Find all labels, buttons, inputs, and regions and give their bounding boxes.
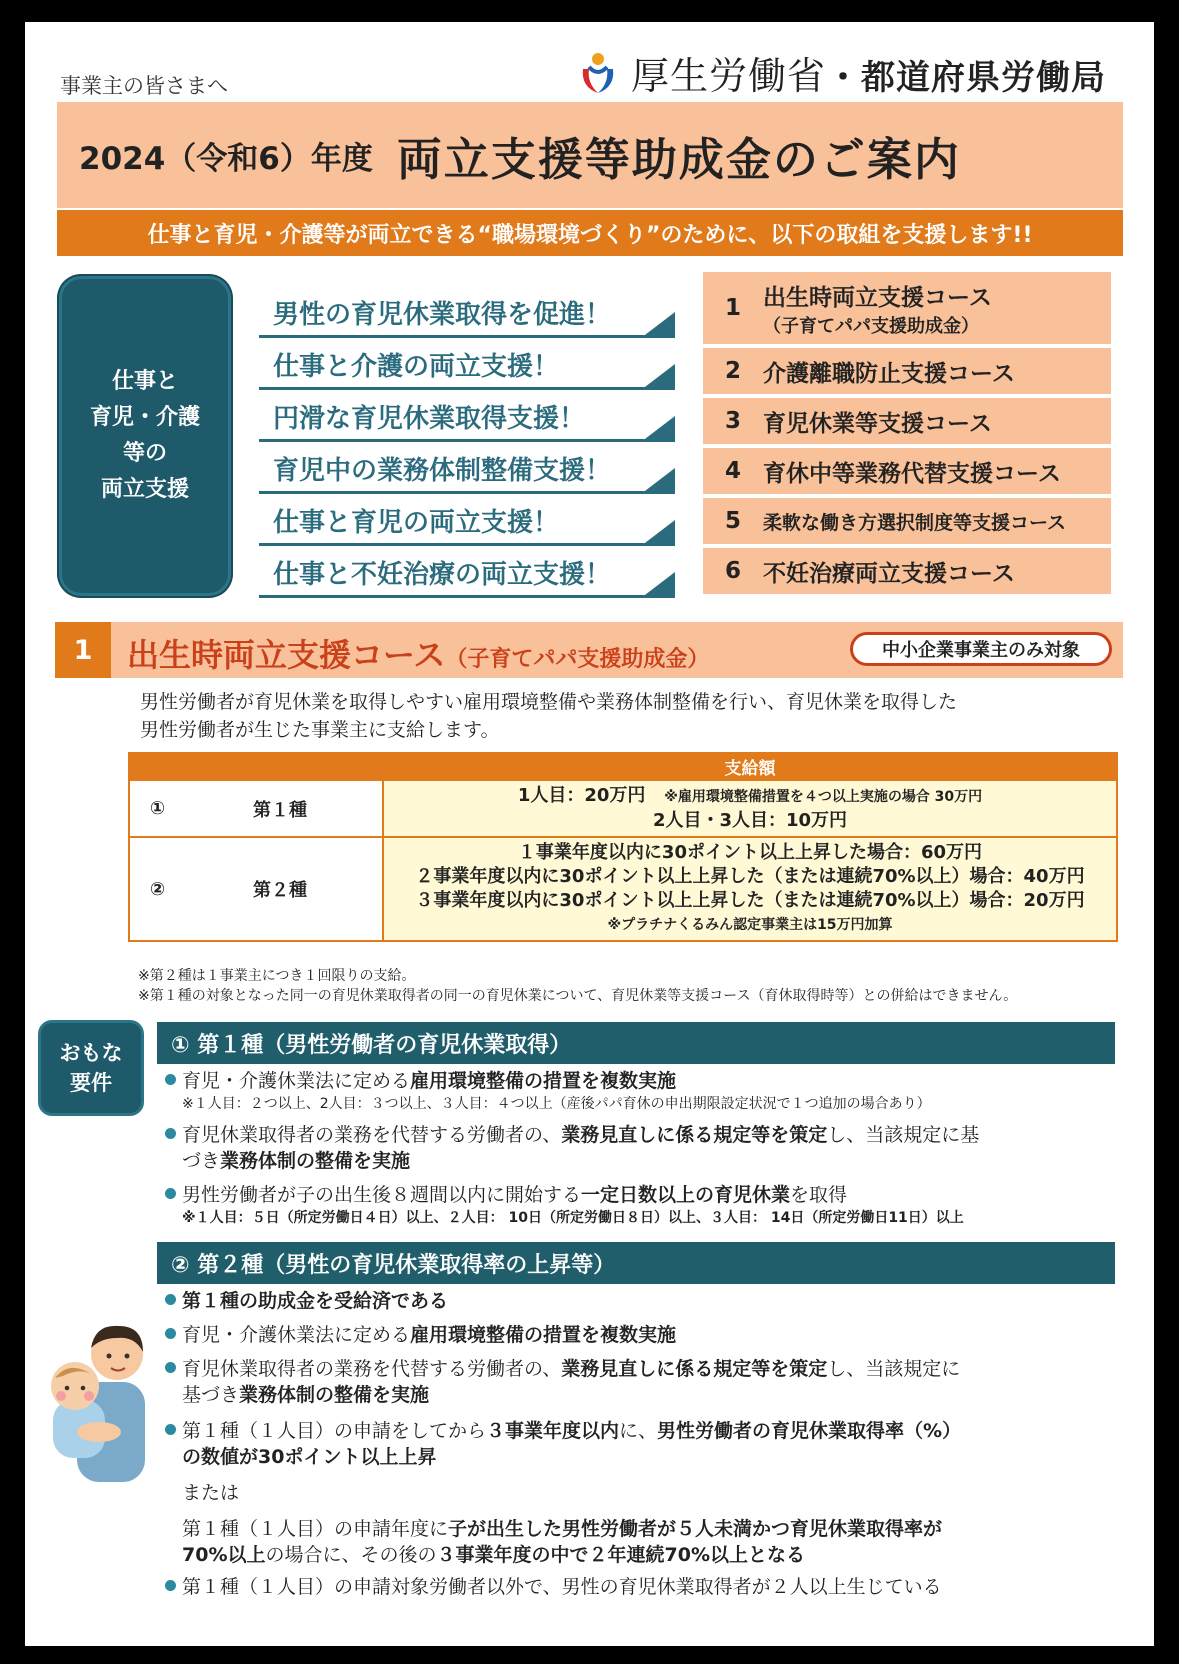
table-header-row <box>129 753 1117 780</box>
course-item-6 <box>703 548 1111 594</box>
section-number: 1 <box>55 622 111 678</box>
promo-text: 円滑な育児休業取得支援！ <box>273 404 586 434</box>
promo-item <box>239 290 679 338</box>
support-box-line: 等の <box>122 441 167 466</box>
eligibility-badge: 中小企業事業主のみ対象 <box>850 632 1112 666</box>
support-box-line: 育児・介護 <box>89 405 200 430</box>
section-title-main: 出生時両立支援コース <box>127 636 446 674</box>
note-line: ※第１種の対象となった同一の育児休業取得者の同一の育児休業について、育児休業等支援コース（育休取得時等）との併給はできません。 <box>138 988 1018 1004</box>
amount-value: 1人目：20万円 <box>517 785 646 806</box>
course-item-5 <box>703 498 1111 544</box>
arrow-icon <box>641 364 675 390</box>
course-number: 5 <box>724 508 741 534</box>
requirements-badge-line: おもな <box>59 1041 123 1065</box>
table-notes <box>138 966 1017 1006</box>
requirement-item <box>165 1182 1125 1228</box>
req-text: し、当該規定に基 <box>827 1124 980 1146</box>
promo-text: 仕事と育児の両立支援！ <box>273 508 560 538</box>
req-bold: 雇用環境整備の措置を複数実施 <box>410 1324 677 1346</box>
promo-underline <box>259 387 654 390</box>
req-bold: 雇用環境整備の措置を複数実施 <box>410 1070 677 1092</box>
arrow-icon <box>641 520 675 546</box>
req-text: し、当該規定に <box>827 1358 961 1380</box>
req-text: 男性労働者が子の出生後８週間以内に開始する <box>182 1184 582 1206</box>
amount-line: １事業年度以内に30ポイント以上上昇した場合：60万円 <box>517 842 983 863</box>
req-text: 育児・介護休業法に定める <box>182 1324 411 1346</box>
req-note: ※１人目：５日（所定労働日４日）以上、２人目： 10日（所定労働日８日）以上、３人目： 14日（所定労働日11日）以上 <box>182 1210 964 1226</box>
subtitle-band: 仕事と育児・介護等が両立できる“職場環境づくり”のために、以下の取組を支援します!! <box>57 210 1123 256</box>
req-text: 第１種（１人目）の申請年度に <box>182 1518 449 1540</box>
bullet-icon <box>165 1362 176 1373</box>
promo-text: 男性の育児休業取得を促進！ <box>273 300 612 330</box>
course-label: 不妊治療両立支援コース <box>763 560 1015 587</box>
promo-item <box>239 446 679 494</box>
bullet-icon <box>165 1328 176 1339</box>
req-bold: 第１種の助成金を受給済である <box>182 1290 449 1312</box>
course-item-3 <box>703 398 1111 444</box>
req-note: ※１人目：２つ以上、2人目：３つ以上、３人目：４つ以上（産後パパ育休の申出期限設定状況で１つ追加の場合あり） <box>182 1096 931 1112</box>
req-bold: 業務見直しに係る規定等を策定 <box>561 1124 828 1146</box>
req-text: づき <box>182 1150 221 1172</box>
table-header-blank <box>129 753 383 780</box>
req-text: 育児・介護休業法に定める <box>182 1070 411 1092</box>
amount-line: ２事業年度以内に30ポイント以上上昇した（または連続70%以上）場合：40万円 <box>415 866 1085 887</box>
req-text: 基づき <box>182 1384 240 1406</box>
mhlw-logo-icon <box>575 47 621 97</box>
row-kind: 第１種 <box>185 780 383 837</box>
req-bold: 子が出生した男性労働者が５人未満かつ育児休業取得率が <box>448 1518 943 1540</box>
course-number: 3 <box>724 408 741 434</box>
req-text: 第１種（１人目）の申請をしてから <box>182 1420 487 1442</box>
requirement-item <box>165 1068 1125 1114</box>
req-bold: 業務体制の整備を実施 <box>220 1150 411 1172</box>
requirements-badge <box>38 1020 144 1116</box>
section-description <box>140 688 1100 744</box>
req-bold: 一定日数以上の育児休業 <box>581 1184 791 1206</box>
row-index: ① <box>129 780 185 837</box>
requirement-item <box>165 1322 1125 1348</box>
description-line: 男性労働者が育児休業を取得しやすい雇用環境整備や業務体制整備を行い、育児休業を取得した <box>140 691 958 713</box>
row-amount <box>383 837 1117 941</box>
promo-item <box>239 498 679 546</box>
req-bold: 業務体制の整備を実施 <box>239 1384 430 1406</box>
requirement-item <box>165 1574 1125 1600</box>
req-bold: ３事業年度の中で２年連続70%以上となる <box>436 1544 805 1566</box>
requirement-item <box>165 1122 1125 1174</box>
course-number: 2 <box>724 358 741 384</box>
note-line: ※第２種は１事業主につき１回限りの支給。 <box>138 968 416 984</box>
amount-note: ※雇用環境整備措置を４つ以上実施の場合 30万円 <box>664 789 983 805</box>
ministry-logo <box>575 42 1106 102</box>
payment-table <box>128 752 1118 942</box>
course-label: 出生時両立支援コース <box>763 284 992 311</box>
bullet-icon <box>165 1294 176 1305</box>
type2-heading: ② 第２種（男性の育児休業取得率の上昇等） <box>157 1242 1115 1284</box>
req-text: 育児休業取得者の業務を代替する労働者の、 <box>182 1358 562 1380</box>
requirement-item <box>165 1288 1125 1314</box>
req-bold: 70%以上 <box>182 1544 266 1566</box>
section-header <box>55 622 1123 678</box>
requirement-item <box>165 1356 1125 1408</box>
req-bold: 男性労働者の育児休業取得率（%） <box>657 1420 962 1442</box>
requirement-item <box>165 1418 1125 1568</box>
course-item-1 <box>703 272 1111 344</box>
arrow-icon <box>641 312 675 338</box>
promo-underline <box>259 439 654 442</box>
promo-underline <box>259 335 654 338</box>
row-index: ② <box>129 837 185 941</box>
req-text: 育児休業取得者の業務を代替する労働者の、 <box>182 1124 562 1146</box>
course-label: 育休中等業務代替支援コース <box>763 460 1061 487</box>
amount-line <box>384 784 1116 809</box>
req-bold: ３事業年度以内 <box>486 1420 620 1442</box>
support-overview-box <box>59 276 231 596</box>
course-label: 柔軟な働き方選択制度等支援コース <box>763 511 1067 534</box>
leaflet-page <box>25 22 1154 1646</box>
course-number: 4 <box>724 458 741 484</box>
title-year: 2024（令和6）年度 <box>79 140 373 177</box>
promo-item <box>239 550 679 598</box>
type1-heading: ① 第１種（男性労働者の育児休業取得） <box>157 1022 1115 1064</box>
req-text: に、 <box>619 1420 658 1442</box>
arrow-icon <box>641 572 675 598</box>
req-text: を取得 <box>790 1184 848 1206</box>
course-item-2 <box>703 348 1111 394</box>
promo-underline <box>259 491 654 494</box>
course-number: 1 <box>724 295 741 321</box>
course-number: 6 <box>724 558 741 584</box>
table-header-amount: 支給額 <box>383 753 1117 780</box>
promo-text: 仕事と不妊治療の両立支援！ <box>273 560 612 590</box>
amount-line: ３事業年度以内に30ポイント以上上昇した（または連続70%以上）場合：20万円 <box>415 890 1085 911</box>
section-title-paren: （子育てパパ支援助成金） <box>445 647 710 672</box>
table-row <box>129 837 1117 941</box>
req-text: 第１種（１人目）の申請対象労働者以外で、男性の育児休業取得者が２人以上生じている <box>182 1576 942 1598</box>
bullet-icon <box>165 1424 176 1435</box>
req-or: または <box>182 1482 240 1504</box>
bullet-icon <box>165 1074 176 1085</box>
promo-underline <box>259 543 654 546</box>
page-title: 両立支援等助成金のご案内 <box>396 132 961 186</box>
req-bold: の数値が30ポイント以上上昇 <box>182 1446 437 1468</box>
arrow-icon <box>641 468 675 494</box>
bureau-label: ・都道府県労働局 <box>826 57 1107 98</box>
greeting: 事業主の皆さまへ <box>60 74 228 98</box>
promo-text: 仕事と介護の両立支援！ <box>273 352 560 382</box>
title-band <box>57 102 1123 208</box>
bullet-icon <box>165 1128 176 1139</box>
support-box-line: 両立支援 <box>100 477 189 502</box>
amount-note: ※プラチナくるみん認定事業主は15万円加算 <box>607 917 893 933</box>
course-sublabel: （子育てパパ支援助成金） <box>763 315 979 337</box>
description-line: 男性労働者が生じた事業主に支給します。 <box>140 719 500 741</box>
requirements-badge-line: 要件 <box>70 1071 112 1095</box>
promo-underline <box>259 595 654 598</box>
father-baby-illustration-icon <box>39 1312 159 1482</box>
amount-line: 2人目・3人目：10万円 <box>652 810 848 831</box>
row-amount <box>383 780 1117 837</box>
row-kind: 第２種 <box>185 837 383 941</box>
bullet-icon <box>165 1188 176 1199</box>
req-text: の場合に、その後の <box>265 1544 437 1566</box>
arrow-icon <box>641 416 675 442</box>
table-row <box>129 780 1117 837</box>
ministry-name <box>631 45 1106 100</box>
bullet-icon <box>165 1580 176 1591</box>
course-label: 育児休業等支援コース <box>763 410 992 437</box>
course-item-4 <box>703 448 1111 494</box>
section-title <box>127 630 709 676</box>
promo-text: 育児中の業務体制整備支援！ <box>273 456 612 486</box>
course-label: 介護離職防止支援コース <box>763 360 1015 387</box>
req-bold: 業務見直しに係る規定等を策定 <box>561 1358 828 1380</box>
promo-item <box>239 342 679 390</box>
promo-item <box>239 394 679 442</box>
ministry-label: 厚生労働省 <box>631 53 827 98</box>
support-box-line: 仕事と <box>111 369 178 394</box>
